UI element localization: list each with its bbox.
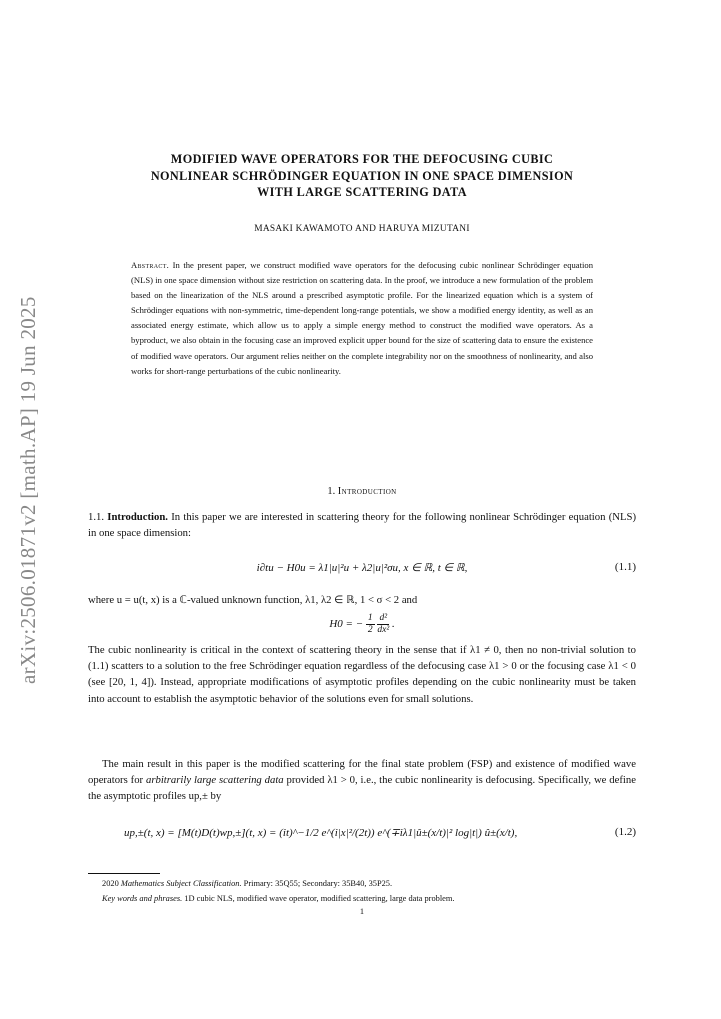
fraction-numerator: 1 [367,613,373,623]
subsection-number: 1.1. [88,511,105,523]
fraction-second-derivative [377,613,389,636]
page-number: 1 [359,907,365,916]
footnote-label: Mathematics Subject Classification. [120,879,242,888]
paragraph-where: where u = u(t, x) is a ℂ-valued unknown function, λ1, λ2 ∈ ℝ, 1 < σ < 2 and [88,594,418,606]
equation-1-2 [88,826,636,842]
equation-expression: up,±(t, x) = [M(t)D(t)wp,±](t, x) = (it)^−1/2 e^(i|x|²/(2t)) e^(∓iλ1|û±(x/t)|² log|t|) û±(x/t), [124,827,518,839]
abstract-text: In the present paper, we construct modified wave operators for the defocusing cubic nonlinear Schrödinger equation (NLS) in one space dimension without size restriction on scattering data. In the proof, we introduce a new formulation of the problem based on the linearization of the NLS around a prescribed asymptotic profile. For the linearized equation which is a system of Schrödinger equations with non-symmetric, time-dependent long-range potentials, we show a modified energy identity, as well as an associated energy estimate, which allow us to apply a simple energy method to construct the modified wave operators. As a byproduct, we also obtain in the focusing case an improved explicit upper bound for the size of scattering data to ensure the existence of modified wave operators. Our argument relies neither on the complete integrability nor on the smoothness of nonlinearity, and also works for short-range perturbations of the cubic nonlinearity. [131,260,593,376]
paragraph-main-result [88,756,636,805]
footnote-rule [88,873,160,874]
abstract [131,258,593,379]
equation-expression [88,613,636,636]
paper-title [80,151,644,201]
section-number: 1. [327,486,336,497]
arxiv-identifier-stamp: arXiv:2506.01871v2 [math.AP] 19 Jun 2025 [16,296,40,684]
subsection-title: Introduction. [107,511,168,523]
fraction-half [366,613,375,636]
equation-number: (1.1) [614,561,636,573]
paragraph-intro [88,509,636,541]
title-line: NONLINEAR SCHRÖDINGER EQUATION IN ONE SPACE DIMENSION [150,168,574,183]
footnote-text: 1D cubic NLS, modified wave operator, modified scattering, large data problem. [184,894,455,903]
author-list: MASAKI KAWAMOTO AND HARUYA MIZUTANI [254,224,470,234]
fraction-denominator: 2 [367,625,373,635]
fraction-denominator: dx² [377,625,390,635]
paragraph-critical: The cubic nonlinearity is critical in the context of scattering theory in the sense that if λ1 ≠ 0, then no non-trivial solution to (1.1) scatters to a solution to the free Schrödinger equation regardless of the defocusing case λ1 > 0 or the focusing case λ1 < 0 (see [20, 1, 4]). Instead, appropriate modifications of asymptotic profiles depending on the cubic nonlinearity must be taken into account to establish the asymptotic behavior of the solutions even for small solutions. [88,644,636,705]
equation-expression: i∂tu − H0u = λ1|u|²u + λ2|u|²σu, x ∈ ℝ, t ∈ ℝ, [256,562,468,574]
title-line: MODIFIED WAVE OPERATORS FOR THE DEFOCUSING CUBIC [170,152,554,166]
title-line: WITH LARGE SCATTERING DATA [257,185,467,199]
section-title: Introduction [337,486,397,497]
footnote-label: Key words and phrases. [102,894,183,903]
footnote-keywords [102,893,642,905]
equation-number: (1.2) [614,826,636,838]
main-text-before: The main result in this paper is the modified scattering for the final state problem (FSP) and existence of modified wave operators for [88,758,636,787]
subsection-text: In this paper we are interested in scattering theory for the following nonlinear Schrödinger equation (NLS) in one space dimension: [88,511,637,540]
equation-hamiltonian [88,613,636,641]
equation-1-1 [88,561,636,577]
equation-end: . [391,618,395,631]
footnote-year: 2020 [102,879,119,888]
main-text-after: provided λ1 > 0, i.e., the cubic nonlinearity is defocusing. Specifically, we define the asymptotic profiles up,± by [88,774,636,803]
equation-lhs: H0 = − [329,618,364,631]
fraction-numerator: d² [377,613,389,625]
main-text-emphasis: arbitrarily large scattering data [145,774,284,787]
footnote-msc [102,878,642,890]
abstract-label: Abstract. [131,260,170,270]
footnote-text: Primary: 35Q55; Secondary: 35B40, 35P25. [243,879,393,888]
section-heading [80,486,644,497]
